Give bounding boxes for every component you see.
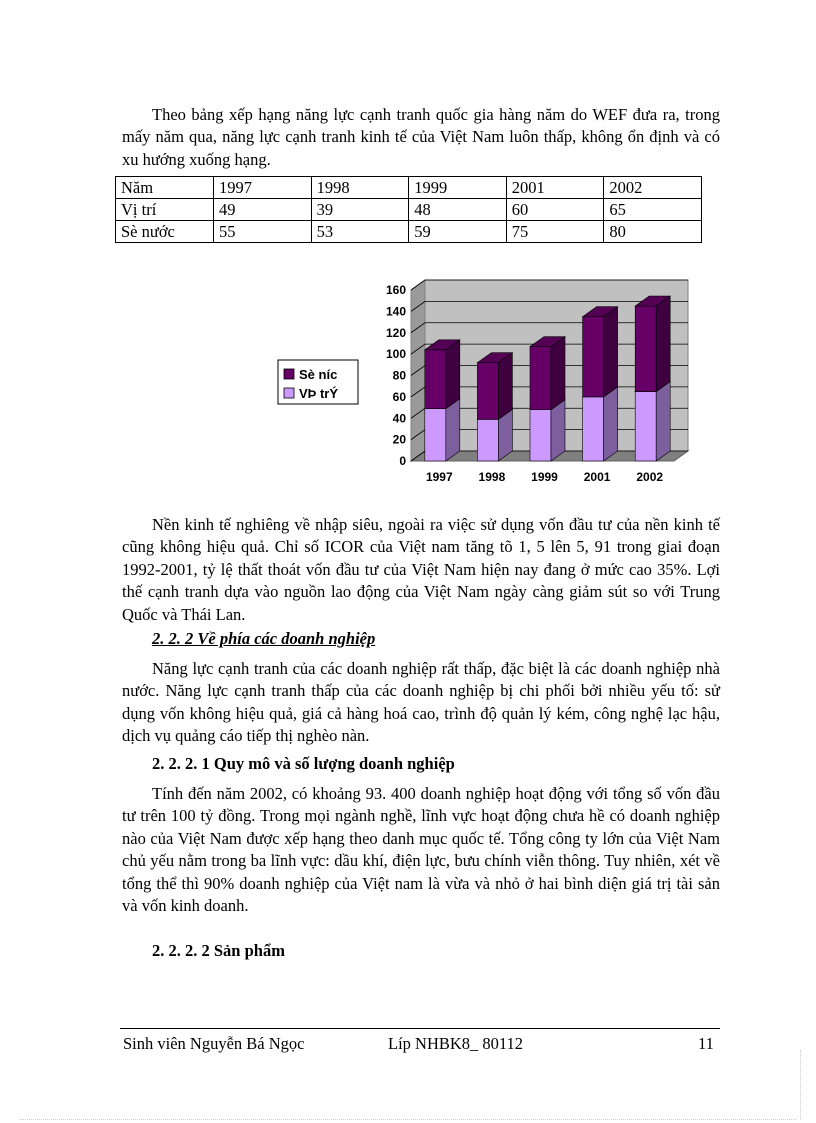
legend-label: VÞ trÝ — [299, 386, 339, 401]
footer-class: Líp NHBK8_ 80112 — [388, 1034, 524, 1053]
scale-paragraph: Tính đến năm 2002, có khoảng 93. 400 doanh nghiệp hoạt động với tổng số vốn đầu tư trên 100 tỷ đồng. Trong mọi ngành nghề, lĩnh vực hoạt động chưa hề có doanh nghiệp nào của Việt Nam được xếp hạng theo danh mục quốc tế. Tổng công ty lớn của Việt Nam chủ yếu nằm trong ba lĩnh vực: dầu khí, điện lực, bưu chính viễn thông. Tuy nhiên, xét về tổng thể thì 90% doanh nghiệp của Việt nam là vừa và nhỏ ở hai bình diện giá trị tài sản và vốn kinh doanh. — [122, 784, 720, 916]
legend-swatch — [284, 388, 294, 398]
bar-1999-series-1 — [530, 337, 565, 410]
table-cell: 1997 — [214, 177, 312, 199]
table-row — [116, 199, 702, 221]
table-cell: 75 — [506, 221, 604, 243]
table-cell: 65 — [604, 199, 702, 221]
subsection-heading-products: 2. 2. 2. 2 Sản phẩm — [152, 941, 285, 960]
page-edge-guide-vertical — [800, 1050, 801, 1120]
x-tick-label: 2001 — [583, 470, 611, 484]
table-cell: Sè nước — [116, 221, 214, 243]
bar-2001-series-1 — [583, 307, 618, 397]
table-cell: 39 — [311, 199, 409, 221]
ranking-table — [115, 176, 702, 243]
y-tick-label: 100 — [385, 347, 406, 362]
table-cell: 1999 — [409, 177, 507, 199]
y-tick-label: 20 — [392, 432, 406, 447]
economy-paragraph: Nền kinh tế nghiêng về nhập siêu, ngoài ra việc sử dụng vốn đầu tư của nền kinh tế cũng không hiệu quả. Chỉ số ICOR của Việt nam tăng tõ 1, 5 lên 5, 91 trong giai đoạn 1992-2001, tỷ lệ thất thoát vốn đầu tư của Việt Nam hiện nay đang ở mức cao 35%. Lợi thế cạnh tranh dựa vào nguồn lao động của Việt Nam ngày càng giảm sút so với Trung Quốc và Thái Lan. — [122, 515, 720, 624]
table-cell: 2001 — [506, 177, 604, 199]
page-number: 11 — [698, 1034, 714, 1053]
table-cell: 2002 — [604, 177, 702, 199]
bar-2002-series-1 — [635, 296, 670, 392]
page-edge-guide — [20, 1119, 796, 1120]
footer-divider — [120, 1028, 720, 1029]
y-tick-label: 80 — [392, 368, 406, 383]
y-tick-label: 140 — [385, 304, 406, 319]
bar-2002-series-0 — [635, 382, 670, 461]
intro-paragraph: Theo bảng xếp hạng năng lực cạnh tranh quốc gia hàng năm do WEF đưa ra, trong mấy năm qua, năng lực cạnh tranh kinh tế của Việt Nam luôn thấp, không ổn định và có xu hướng xuống hạng. — [122, 105, 720, 169]
y-tick-label: 160 — [385, 283, 406, 297]
x-tick-label: 2002 — [636, 470, 664, 484]
table-cell: Năm — [116, 177, 214, 199]
bar-2001-series-0 — [583, 387, 618, 461]
table-cell: 48 — [409, 199, 507, 221]
table-cell: 1998 — [311, 177, 409, 199]
x-tick-label: 1999 — [531, 470, 558, 484]
table-cell: 53 — [311, 221, 409, 243]
stacked-bar-chart — [270, 268, 700, 488]
bar-1998-series-1 — [477, 353, 512, 420]
table-cell: 80 — [604, 221, 702, 243]
table-row — [116, 177, 702, 199]
legend-swatch — [284, 369, 294, 379]
y-tick-label: 60 — [392, 389, 406, 404]
x-tick-label: 1998 — [478, 470, 506, 484]
y-tick-label: 120 — [385, 325, 406, 340]
x-tick-label: 1997 — [425, 470, 453, 484]
y-tick-label: 40 — [392, 411, 406, 426]
table-cell: 55 — [214, 221, 312, 243]
y-tick-label: 0 — [399, 454, 406, 468]
footer-student: Sinh viên Nguyễn Bá Ngọc — [123, 1034, 305, 1053]
subsection-heading-scale: 2. 2. 2. 1 Quy mô và số lượng doanh nghiệp — [152, 754, 455, 773]
section-heading-enterprises: 2. 2. 2 Về phía các doanh nghiệp — [152, 629, 376, 648]
enterprises-paragraph: Năng lực cạnh tranh của các doanh nghiệp rất thấp, đặc biệt là các doanh nghiệp nhà nước. Năng lực cạnh tranh thấp của các doanh nghiệp bị chi phối bởi nhiều yếu tố: sử dụng vốn không hiệu quả, giá cả hàng hoá cao, trình độ quản lý kém, công nghệ lạc hậu, dịch vụ quảng cáo tiếp thị nghèo nàn. — [122, 659, 720, 746]
table-row — [116, 221, 702, 243]
table-cell: 59 — [409, 221, 507, 243]
bar-1997-series-1 — [425, 340, 460, 409]
table-cell: Vị trí — [116, 199, 214, 221]
table-cell: 49 — [214, 199, 312, 221]
table-cell: 60 — [506, 199, 604, 221]
legend-label: Sè níc — [299, 367, 338, 382]
